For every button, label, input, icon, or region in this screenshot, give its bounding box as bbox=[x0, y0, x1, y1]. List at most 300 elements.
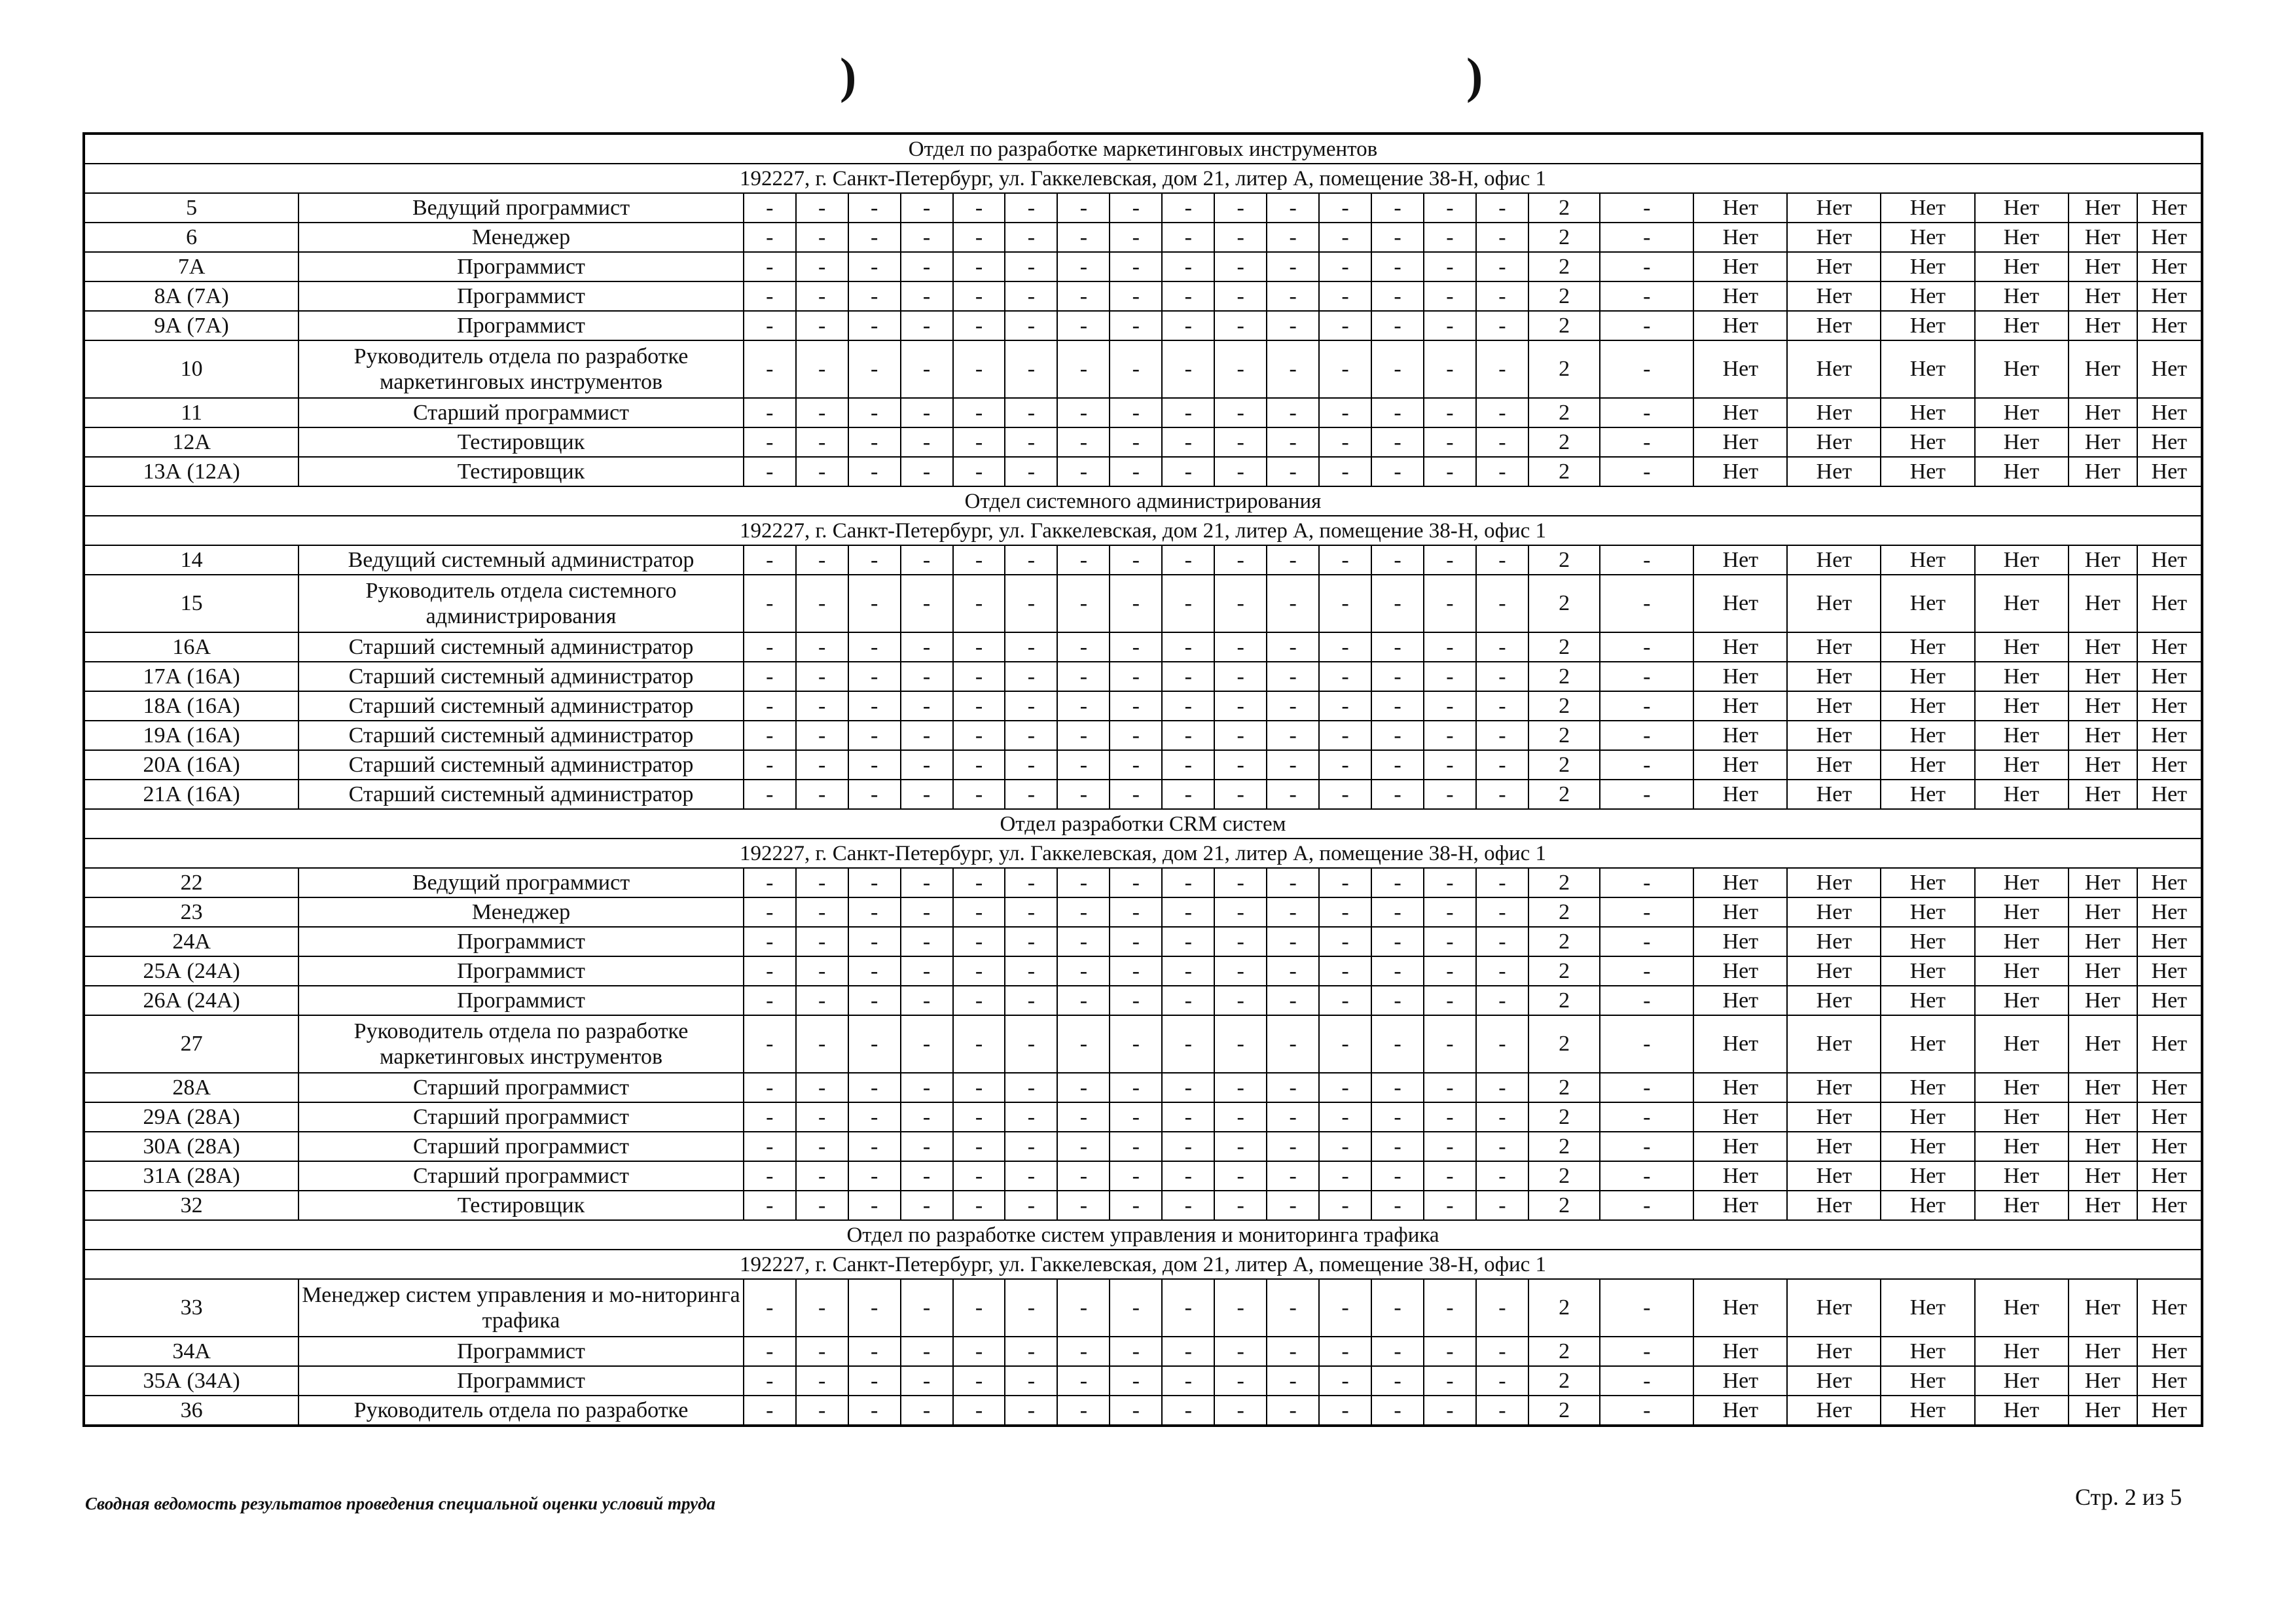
factor-class-cell: - bbox=[1214, 281, 1267, 311]
position-name: Ведущий программист bbox=[298, 868, 744, 897]
reduced-class-cell: - bbox=[1600, 868, 1693, 897]
factor-class-cell: - bbox=[1476, 1132, 1528, 1161]
guarantee-answer-cell: Нет bbox=[1975, 1073, 2069, 1102]
guarantee-answer-cell: Нет bbox=[1693, 780, 1787, 809]
factor-class-cell: - bbox=[1424, 691, 1476, 721]
workplace-number: 5 bbox=[84, 193, 298, 223]
factor-class-cell: - bbox=[901, 691, 953, 721]
factor-class-cell: - bbox=[1214, 193, 1267, 223]
factor-class-cell: - bbox=[1371, 956, 1424, 986]
factor-class-cell: - bbox=[796, 457, 848, 486]
guarantee-answer-cell: Нет bbox=[1881, 721, 1974, 750]
factor-class-cell: - bbox=[1371, 691, 1424, 721]
factor-class-cell: - bbox=[1371, 1015, 1424, 1073]
factor-class-cell: - bbox=[1267, 252, 1319, 281]
factor-class-cell: - bbox=[1424, 868, 1476, 897]
final-class-cell: 2 bbox=[1528, 956, 1600, 986]
section-address: 192227, г. Санкт-Петербург, ул. Гаккелевская, дом 21, литер А, помещение 38-Н, офис 1 bbox=[84, 164, 2202, 193]
factor-class-cell: - bbox=[1319, 927, 1371, 956]
factor-class-cell: - bbox=[1005, 1337, 1057, 1366]
factor-class-cell: - bbox=[796, 1015, 848, 1073]
workplace-number: 16А bbox=[84, 632, 298, 662]
factor-class-cell: - bbox=[1005, 398, 1057, 427]
guarantee-answer-cell: Нет bbox=[2137, 398, 2202, 427]
reduced-class-cell: - bbox=[1600, 632, 1693, 662]
factor-class-cell: - bbox=[1476, 1102, 1528, 1132]
factor-class-cell: - bbox=[1005, 575, 1057, 632]
factor-class-cell: - bbox=[744, 223, 796, 252]
factor-class-cell: - bbox=[1319, 1366, 1371, 1396]
guarantee-answer-cell: Нет bbox=[1881, 1337, 1974, 1366]
guarantee-answer-cell: Нет bbox=[1693, 986, 1787, 1015]
factor-class-cell: - bbox=[1214, 1073, 1267, 1102]
factor-class-cell: - bbox=[1424, 632, 1476, 662]
guarantee-answer-cell: Нет bbox=[1881, 780, 1974, 809]
reduced-class-cell: - bbox=[1600, 223, 1693, 252]
guarantee-answer-cell: Нет bbox=[1787, 252, 1881, 281]
factor-class-cell: - bbox=[848, 721, 901, 750]
final-class-cell: 2 bbox=[1528, 1396, 1600, 1426]
workplace-number: 32 bbox=[84, 1191, 298, 1220]
factor-class-cell: - bbox=[1371, 1161, 1424, 1191]
factor-class-cell: - bbox=[1005, 457, 1057, 486]
factor-class-cell: - bbox=[1267, 427, 1319, 457]
factor-class-cell: - bbox=[1214, 897, 1267, 927]
factor-class-cell: - bbox=[901, 1161, 953, 1191]
factor-class-cell: - bbox=[1214, 575, 1267, 632]
guarantee-answer-cell: Нет bbox=[1881, 340, 1974, 398]
guarantee-answer-cell: Нет bbox=[1693, 340, 1787, 398]
reduced-class-cell: - bbox=[1600, 1337, 1693, 1366]
final-class-cell: 2 bbox=[1528, 1279, 1600, 1337]
section-title-row bbox=[84, 486, 2202, 516]
reduced-class-cell: - bbox=[1600, 193, 1693, 223]
factor-class-cell: - bbox=[1057, 1279, 1110, 1337]
table-row bbox=[84, 223, 2202, 252]
factor-class-cell: - bbox=[1214, 721, 1267, 750]
guarantee-answer-cell: Нет bbox=[1881, 311, 1974, 340]
guarantee-answer-cell: Нет bbox=[1975, 427, 2069, 457]
guarantee-answer-cell: Нет bbox=[2069, 1191, 2137, 1220]
guarantee-answer-cell: Нет bbox=[1693, 1191, 1787, 1220]
factor-class-cell: - bbox=[1214, 1132, 1267, 1161]
factor-class-cell: - bbox=[1476, 662, 1528, 691]
factor-class-cell: - bbox=[848, 1396, 901, 1426]
position-name: Ведущий программист bbox=[298, 193, 744, 223]
factor-class-cell: - bbox=[1162, 632, 1214, 662]
section-address: 192227, г. Санкт-Петербург, ул. Гаккелевская, дом 21, литер А, помещение 38-Н, офис 1 bbox=[84, 1250, 2202, 1279]
factor-class-cell: - bbox=[1371, 1132, 1424, 1161]
factor-class-cell: - bbox=[1319, 457, 1371, 486]
position-name: Программист bbox=[298, 252, 744, 281]
factor-class-cell: - bbox=[953, 750, 1005, 780]
guarantee-answer-cell: Нет bbox=[1881, 1132, 1974, 1161]
guarantee-answer-cell: Нет bbox=[2069, 750, 2137, 780]
guarantee-answer-cell: Нет bbox=[1787, 780, 1881, 809]
factor-class-cell: - bbox=[1057, 1102, 1110, 1132]
guarantee-answer-cell: Нет bbox=[1787, 1191, 1881, 1220]
guarantee-answer-cell: Нет bbox=[2137, 868, 2202, 897]
guarantee-answer-cell: Нет bbox=[2137, 1073, 2202, 1102]
binding-mark-right: ) bbox=[1466, 48, 1483, 103]
factor-class-cell: - bbox=[1371, 1073, 1424, 1102]
factor-class-cell: - bbox=[953, 1102, 1005, 1132]
guarantee-answer-cell: Нет bbox=[1881, 1366, 1974, 1396]
factor-class-cell: - bbox=[1110, 721, 1162, 750]
factor-class-cell: - bbox=[1267, 311, 1319, 340]
table-row bbox=[84, 780, 2202, 809]
factor-class-cell: - bbox=[1214, 223, 1267, 252]
guarantee-answer-cell: Нет bbox=[2069, 223, 2137, 252]
reduced-class-cell: - bbox=[1600, 575, 1693, 632]
guarantee-answer-cell: Нет bbox=[1975, 1337, 2069, 1366]
factor-class-cell: - bbox=[1424, 1366, 1476, 1396]
guarantee-answer-cell: Нет bbox=[1787, 1132, 1881, 1161]
factor-class-cell: - bbox=[744, 545, 796, 575]
guarantee-answer-cell: Нет bbox=[2069, 632, 2137, 662]
factor-class-cell: - bbox=[1110, 986, 1162, 1015]
factor-class-cell: - bbox=[744, 1337, 796, 1366]
factor-class-cell: - bbox=[848, 986, 901, 1015]
factor-class-cell: - bbox=[1476, 311, 1528, 340]
factor-class-cell: - bbox=[901, 398, 953, 427]
reduced-class-cell: - bbox=[1600, 398, 1693, 427]
factor-class-cell: - bbox=[744, 868, 796, 897]
factor-class-cell: - bbox=[1371, 457, 1424, 486]
factor-class-cell: - bbox=[744, 427, 796, 457]
factor-class-cell: - bbox=[1371, 575, 1424, 632]
factor-class-cell: - bbox=[901, 545, 953, 575]
guarantee-answer-cell: Нет bbox=[1975, 398, 2069, 427]
factor-class-cell: - bbox=[1267, 868, 1319, 897]
guarantee-answer-cell: Нет bbox=[1975, 927, 2069, 956]
factor-class-cell: - bbox=[1110, 1073, 1162, 1102]
guarantee-answer-cell: Нет bbox=[1975, 1191, 2069, 1220]
table-row bbox=[84, 457, 2202, 486]
factor-class-cell: - bbox=[1005, 252, 1057, 281]
factor-class-cell: - bbox=[744, 340, 796, 398]
factor-class-cell: - bbox=[901, 1073, 953, 1102]
section-title: Отдел разработки CRM систем bbox=[84, 809, 2202, 839]
reduced-class-cell: - bbox=[1600, 1366, 1693, 1396]
factor-class-cell: - bbox=[1214, 545, 1267, 575]
guarantee-answer-cell: Нет bbox=[2137, 1337, 2202, 1366]
workplace-number: 24А bbox=[84, 927, 298, 956]
guarantee-answer-cell: Нет bbox=[1975, 986, 2069, 1015]
guarantee-answer-cell: Нет bbox=[2069, 575, 2137, 632]
guarantee-answer-cell: Нет bbox=[1693, 1161, 1787, 1191]
guarantee-answer-cell: Нет bbox=[2137, 632, 2202, 662]
factor-class-cell: - bbox=[901, 662, 953, 691]
factor-class-cell: - bbox=[796, 868, 848, 897]
guarantee-answer-cell: Нет bbox=[2137, 545, 2202, 575]
position-name: Программист bbox=[298, 1366, 744, 1396]
factor-class-cell: - bbox=[1162, 311, 1214, 340]
factor-class-cell: - bbox=[796, 340, 848, 398]
factor-class-cell: - bbox=[901, 750, 953, 780]
factor-class-cell: - bbox=[1319, 1161, 1371, 1191]
guarantee-answer-cell: Нет bbox=[1975, 1015, 2069, 1073]
guarantee-answer-cell: Нет bbox=[1975, 691, 2069, 721]
factor-class-cell: - bbox=[796, 1396, 848, 1426]
factor-class-cell: - bbox=[1424, 545, 1476, 575]
guarantee-answer-cell: Нет bbox=[1787, 691, 1881, 721]
guarantee-answer-cell: Нет bbox=[1693, 956, 1787, 986]
reduced-class-cell: - bbox=[1600, 691, 1693, 721]
factor-class-cell: - bbox=[1214, 986, 1267, 1015]
factor-class-cell: - bbox=[1057, 427, 1110, 457]
final-class-cell: 2 bbox=[1528, 1337, 1600, 1366]
factor-class-cell: - bbox=[1005, 311, 1057, 340]
guarantee-answer-cell: Нет bbox=[1881, 427, 1974, 457]
factor-class-cell: - bbox=[848, 1366, 901, 1396]
position-name: Старший системный администратор bbox=[298, 632, 744, 662]
guarantee-answer-cell: Нет bbox=[1787, 868, 1881, 897]
section-title-row bbox=[84, 134, 2202, 164]
table-row bbox=[84, 691, 2202, 721]
factor-class-cell: - bbox=[1424, 1102, 1476, 1132]
factor-class-cell: - bbox=[1319, 780, 1371, 809]
guarantee-answer-cell: Нет bbox=[1881, 897, 1974, 927]
guarantee-answer-cell: Нет bbox=[1975, 223, 2069, 252]
factor-class-cell: - bbox=[1424, 223, 1476, 252]
factor-class-cell: - bbox=[1214, 956, 1267, 986]
factor-class-cell: - bbox=[1005, 427, 1057, 457]
factor-class-cell: - bbox=[953, 1366, 1005, 1396]
factor-class-cell: - bbox=[1005, 1366, 1057, 1396]
factor-class-cell: - bbox=[953, 427, 1005, 457]
factor-class-cell: - bbox=[1319, 252, 1371, 281]
position-name: Менеджер bbox=[298, 223, 744, 252]
factor-class-cell: - bbox=[1214, 662, 1267, 691]
factor-class-cell: - bbox=[1424, 457, 1476, 486]
position-name: Старший программист bbox=[298, 1161, 744, 1191]
position-name: Программист bbox=[298, 956, 744, 986]
factor-class-cell: - bbox=[1424, 897, 1476, 927]
factor-class-cell: - bbox=[796, 750, 848, 780]
factor-class-cell: - bbox=[1162, 1279, 1214, 1337]
factor-class-cell: - bbox=[1057, 281, 1110, 311]
factor-class-cell: - bbox=[1162, 750, 1214, 780]
table-row bbox=[84, 927, 2202, 956]
factor-class-cell: - bbox=[953, 545, 1005, 575]
factor-class-cell: - bbox=[1319, 721, 1371, 750]
factor-class-cell: - bbox=[1214, 1015, 1267, 1073]
reduced-class-cell: - bbox=[1600, 1015, 1693, 1073]
factor-class-cell: - bbox=[1371, 1279, 1424, 1337]
table-row bbox=[84, 575, 2202, 632]
final-class-cell: 2 bbox=[1528, 897, 1600, 927]
factor-class-cell: - bbox=[744, 662, 796, 691]
factor-class-cell: - bbox=[1110, 1279, 1162, 1337]
factor-class-cell: - bbox=[1214, 1279, 1267, 1337]
workplace-number: 30А (28А) bbox=[84, 1132, 298, 1161]
reduced-class-cell: - bbox=[1600, 1191, 1693, 1220]
factor-class-cell: - bbox=[901, 1337, 953, 1366]
factor-class-cell: - bbox=[744, 252, 796, 281]
factor-class-cell: - bbox=[744, 1279, 796, 1337]
table-row bbox=[84, 252, 2202, 281]
factor-class-cell: - bbox=[1110, 691, 1162, 721]
guarantee-answer-cell: Нет bbox=[1787, 1015, 1881, 1073]
factor-class-cell: - bbox=[1319, 1337, 1371, 1366]
guarantee-answer-cell: Нет bbox=[1975, 457, 2069, 486]
guarantee-answer-cell: Нет bbox=[1975, 956, 2069, 986]
guarantee-answer-cell: Нет bbox=[2137, 721, 2202, 750]
factor-class-cell: - bbox=[1005, 281, 1057, 311]
factor-class-cell: - bbox=[1162, 986, 1214, 1015]
factor-class-cell: - bbox=[953, 311, 1005, 340]
factor-class-cell: - bbox=[1267, 780, 1319, 809]
section-address-row bbox=[84, 516, 2202, 545]
final-class-cell: 2 bbox=[1528, 193, 1600, 223]
guarantee-answer-cell: Нет bbox=[2069, 956, 2137, 986]
final-class-cell: 2 bbox=[1528, 927, 1600, 956]
guarantee-answer-cell: Нет bbox=[1975, 662, 2069, 691]
guarantee-answer-cell: Нет bbox=[2137, 281, 2202, 311]
factor-class-cell: - bbox=[796, 1132, 848, 1161]
factor-class-cell: - bbox=[1319, 311, 1371, 340]
factor-class-cell: - bbox=[1476, 1161, 1528, 1191]
factor-class-cell: - bbox=[1110, 223, 1162, 252]
factor-class-cell: - bbox=[1214, 1102, 1267, 1132]
guarantee-answer-cell: Нет bbox=[2069, 311, 2137, 340]
guarantee-answer-cell: Нет bbox=[1787, 545, 1881, 575]
reduced-class-cell: - bbox=[1600, 427, 1693, 457]
guarantee-answer-cell: Нет bbox=[1787, 575, 1881, 632]
factor-class-cell: - bbox=[744, 1102, 796, 1132]
guarantee-answer-cell: Нет bbox=[2069, 662, 2137, 691]
position-name: Программист bbox=[298, 281, 744, 311]
factor-class-cell: - bbox=[1110, 1396, 1162, 1426]
factor-class-cell: - bbox=[796, 691, 848, 721]
guarantee-answer-cell: Нет bbox=[2137, 252, 2202, 281]
factor-class-cell: - bbox=[1057, 897, 1110, 927]
factor-class-cell: - bbox=[1476, 927, 1528, 956]
position-name: Старший системный администратор bbox=[298, 662, 744, 691]
factor-class-cell: - bbox=[1267, 1279, 1319, 1337]
position-name: Программист bbox=[298, 927, 744, 956]
factor-class-cell: - bbox=[848, 545, 901, 575]
factor-class-cell: - bbox=[1319, 281, 1371, 311]
factor-class-cell: - bbox=[1057, 721, 1110, 750]
factor-class-cell: - bbox=[1162, 721, 1214, 750]
factor-class-cell: - bbox=[744, 780, 796, 809]
guarantee-answer-cell: Нет bbox=[2137, 691, 2202, 721]
factor-class-cell: - bbox=[1267, 986, 1319, 1015]
guarantee-answer-cell: Нет bbox=[1975, 281, 2069, 311]
factor-class-cell: - bbox=[848, 311, 901, 340]
table-row bbox=[84, 1132, 2202, 1161]
guarantee-answer-cell: Нет bbox=[2137, 427, 2202, 457]
guarantee-answer-cell: Нет bbox=[1881, 1191, 1974, 1220]
factor-class-cell: - bbox=[1267, 1161, 1319, 1191]
factor-class-cell: - bbox=[796, 721, 848, 750]
factor-class-cell: - bbox=[1057, 311, 1110, 340]
factor-class-cell: - bbox=[1476, 427, 1528, 457]
guarantee-answer-cell: Нет bbox=[2137, 193, 2202, 223]
factor-class-cell: - bbox=[1424, 1132, 1476, 1161]
factor-class-cell: - bbox=[1371, 1337, 1424, 1366]
section-address-row bbox=[84, 1250, 2202, 1279]
factor-class-cell: - bbox=[1005, 868, 1057, 897]
factor-class-cell: - bbox=[901, 1366, 953, 1396]
table-row bbox=[84, 1279, 2202, 1337]
factor-class-cell: - bbox=[1424, 427, 1476, 457]
factor-class-cell: - bbox=[1162, 340, 1214, 398]
guarantee-answer-cell: Нет bbox=[2069, 545, 2137, 575]
factor-class-cell: - bbox=[848, 398, 901, 427]
factor-class-cell: - bbox=[1214, 632, 1267, 662]
reduced-class-cell: - bbox=[1600, 986, 1693, 1015]
final-class-cell: 2 bbox=[1528, 340, 1600, 398]
guarantee-answer-cell: Нет bbox=[1787, 281, 1881, 311]
factor-class-cell: - bbox=[1005, 1073, 1057, 1102]
guarantee-answer-cell: Нет bbox=[1693, 1073, 1787, 1102]
factor-class-cell: - bbox=[1057, 868, 1110, 897]
factor-class-cell: - bbox=[1110, 545, 1162, 575]
table-row bbox=[84, 1337, 2202, 1366]
factor-class-cell: - bbox=[1476, 956, 1528, 986]
factor-class-cell: - bbox=[1371, 1366, 1424, 1396]
guarantee-answer-cell: Нет bbox=[1975, 1396, 2069, 1426]
factor-class-cell: - bbox=[1424, 1337, 1476, 1366]
factor-class-cell: - bbox=[1214, 780, 1267, 809]
factor-class-cell: - bbox=[848, 1191, 901, 1220]
guarantee-answer-cell: Нет bbox=[1693, 691, 1787, 721]
factor-class-cell: - bbox=[1057, 986, 1110, 1015]
guarantee-answer-cell: Нет bbox=[2069, 986, 2137, 1015]
factor-class-cell: - bbox=[953, 1132, 1005, 1161]
factor-class-cell: - bbox=[1371, 750, 1424, 780]
factor-class-cell: - bbox=[1267, 750, 1319, 780]
factor-class-cell: - bbox=[1110, 457, 1162, 486]
reduced-class-cell: - bbox=[1600, 956, 1693, 986]
factor-class-cell: - bbox=[1319, 545, 1371, 575]
workplace-number: 29А (28А) bbox=[84, 1102, 298, 1132]
workplace-number: 27 bbox=[84, 1015, 298, 1073]
factor-class-cell: - bbox=[1371, 1396, 1424, 1426]
factor-class-cell: - bbox=[1476, 868, 1528, 897]
factor-class-cell: - bbox=[1005, 897, 1057, 927]
factor-class-cell: - bbox=[1057, 1015, 1110, 1073]
table-row bbox=[84, 1191, 2202, 1220]
factor-class-cell: - bbox=[744, 1191, 796, 1220]
table-row bbox=[84, 1102, 2202, 1132]
guarantee-answer-cell: Нет bbox=[2137, 662, 2202, 691]
factor-class-cell: - bbox=[1476, 1073, 1528, 1102]
position-name: Старший системный администратор bbox=[298, 750, 744, 780]
factor-class-cell: - bbox=[744, 1132, 796, 1161]
workplace-number: 22 bbox=[84, 868, 298, 897]
reduced-class-cell: - bbox=[1600, 545, 1693, 575]
guarantee-answer-cell: Нет bbox=[1787, 1337, 1881, 1366]
factor-class-cell: - bbox=[901, 575, 953, 632]
guarantee-answer-cell: Нет bbox=[1693, 1337, 1787, 1366]
guarantee-answer-cell: Нет bbox=[1881, 662, 1974, 691]
guarantee-answer-cell: Нет bbox=[1787, 340, 1881, 398]
reduced-class-cell: - bbox=[1600, 750, 1693, 780]
factor-class-cell: - bbox=[1005, 721, 1057, 750]
reduced-class-cell: - bbox=[1600, 1396, 1693, 1426]
guarantee-answer-cell: Нет bbox=[1881, 1073, 1974, 1102]
guarantee-answer-cell: Нет bbox=[1787, 1161, 1881, 1191]
factor-class-cell: - bbox=[1267, 193, 1319, 223]
reduced-class-cell: - bbox=[1600, 252, 1693, 281]
guarantee-answer-cell: Нет bbox=[1787, 1366, 1881, 1396]
factor-class-cell: - bbox=[744, 1396, 796, 1426]
final-class-cell: 2 bbox=[1528, 1191, 1600, 1220]
